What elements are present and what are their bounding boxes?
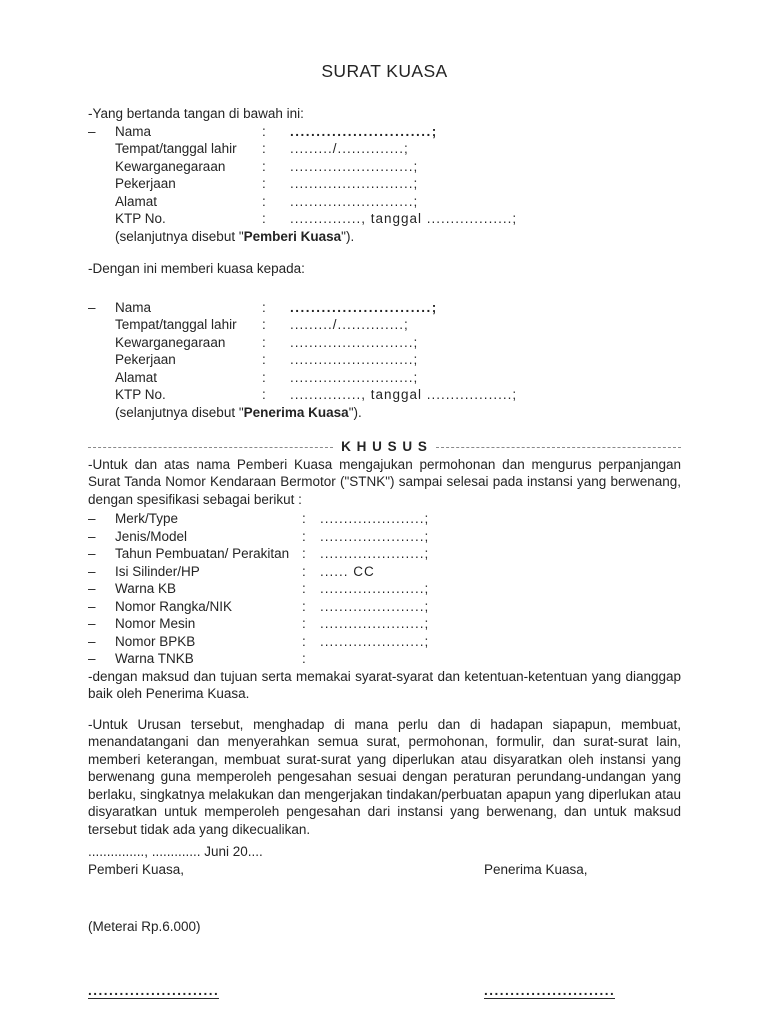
field-colon: : (302, 581, 306, 596)
penerima-kuasa-signature-title: Penerima Kuasa, (484, 861, 588, 877)
field-row-alamat (88, 193, 681, 211)
field-label: KTP No. (115, 387, 166, 402)
row-bullet (88, 193, 115, 211)
field-label: Jenis/Model (115, 528, 188, 544)
field-label: Tempat/tanggal lahir (115, 317, 237, 332)
closing-suffix: "). (341, 228, 355, 244)
signature-titles-row (88, 861, 681, 879)
row-bullet (88, 175, 115, 193)
row-bullet: – (88, 528, 96, 544)
divider-dashed-line-right (436, 447, 681, 448)
field-colon: : (302, 616, 306, 631)
field-colon: : (262, 317, 266, 332)
field-row-warna-tnkb (88, 650, 681, 668)
field-row-tempat-tanggal-lahir (88, 316, 681, 334)
field-label: Pekerjaan (115, 176, 176, 191)
field-value: ........./..............; (290, 317, 409, 332)
field-row-jenis-model (88, 528, 681, 546)
field-label: Nama (115, 299, 152, 315)
field-label: Nomor BPKB (115, 633, 196, 649)
field-value: ...........................; (290, 123, 438, 139)
field-colon: : (302, 598, 306, 614)
field-colon: : (302, 528, 306, 544)
field-value: ..............., tanggal ..................; (290, 211, 518, 226)
penerima-kuasa-signature-line: ......................... (484, 982, 616, 998)
field-value: ..........................; (290, 334, 419, 350)
field-row-nomor-bpkb (88, 633, 681, 651)
field-row-tahun-pembuatan (88, 545, 681, 563)
field-row-alamat (88, 369, 681, 387)
field-label: Merk/Type (115, 511, 179, 526)
row-bullet: – (88, 616, 96, 631)
section1-closing (88, 228, 681, 246)
field-row-nama (88, 123, 681, 141)
field-colon: : (262, 176, 266, 191)
section1-field-list (88, 123, 681, 246)
field-label: Tempat/tanggal lahir (115, 141, 237, 156)
divider-dashed-line-left (88, 447, 333, 448)
pemberi-kuasa-signature-line: ......................... (88, 982, 220, 998)
field-row-nama (88, 299, 681, 317)
field-colon: : (262, 369, 266, 385)
khusus-divider (88, 438, 681, 456)
meterai-note: (Meterai Rp.6.000) (88, 919, 201, 934)
khusus-heading: K H U S U S (341, 439, 428, 454)
field-value: ..........................; (290, 158, 419, 174)
field-colon: : (302, 511, 306, 526)
field-label: Kewarganegaraan (115, 158, 226, 174)
field-row-nomor-mesin (88, 615, 681, 633)
field-colon: : (302, 546, 306, 561)
section2-closing (88, 404, 681, 422)
field-value: ..........................; (290, 176, 419, 191)
pemberi-kuasa-signature-title: Pemberi Kuasa, (88, 861, 185, 877)
closing-suffix: "). (348, 404, 362, 420)
field-value: ...........................; (290, 299, 438, 315)
field-value: ......................; (320, 633, 430, 649)
row-bullet (88, 316, 115, 334)
row-bullet: – (88, 563, 96, 579)
row-bullet: – (88, 299, 96, 315)
field-label: Kewarganegaraan (115, 334, 226, 350)
field-label: Warna TNKB (115, 651, 194, 666)
row-bullet: – (88, 581, 96, 596)
field-colon: : (262, 387, 266, 402)
field-row-warna-kb (88, 580, 681, 598)
field-value: ......................; (320, 581, 430, 596)
field-row-kewarganegaraan (88, 158, 681, 176)
field-label: Warna KB (115, 581, 177, 596)
khusus-intro-paragraph: -Untuk dan atas nama Pemberi Kuasa mengajukan permohonan dan mengurus perpanjangan Surat Tanda Nomor Kendaraan Bermotor ("STNK") sampai selesai pada instansi yang berwenang, dengan spesifikasi sebagai berikut : (88, 456, 681, 507)
field-label: Alamat (115, 193, 158, 209)
field-value: ......................; (320, 546, 430, 561)
field-label: Alamat (115, 369, 158, 385)
field-row-pekerjaan (88, 351, 681, 369)
field-row-pekerjaan (88, 175, 681, 193)
section2-field-list (88, 299, 681, 422)
khusus-note-paragraph: -dengan maksud dan tujuan serta memakai syarat-syarat dan ketentuan-ketentuan yang dianggap baik oleh Penerima Kuasa. (88, 668, 681, 701)
closing-prefix: (selanjutnya disebut " (115, 404, 244, 420)
field-value: ...... CC (320, 563, 375, 579)
field-label: Nomor Mesin (115, 616, 196, 631)
row-bullet (88, 210, 115, 228)
row-bullet: – (88, 546, 96, 561)
field-colon: : (262, 158, 266, 174)
field-colon: : (262, 141, 266, 156)
field-value: ..............., tanggal ..................; (290, 387, 518, 402)
penerima-kuasa-term: Penerima Kuasa (243, 404, 349, 420)
pemberi-kuasa-term: Pemberi Kuasa (243, 228, 342, 244)
field-label: Tahun Pembuatan/ Perakitan (115, 546, 290, 561)
field-value: ......................; (320, 616, 430, 631)
field-colon: : (302, 563, 306, 579)
section2-intro: -Dengan ini memberi kuasa kepada: (88, 261, 305, 276)
field-value: ......................; (320, 511, 430, 526)
field-colon: : (302, 633, 306, 649)
field-value: ........./..............; (290, 141, 409, 156)
field-colon: : (262, 193, 266, 209)
field-value: ..........................; (290, 369, 419, 385)
date-line: ..............., ............. Juni 20.... (88, 844, 263, 859)
field-label: Pekerjaan (115, 352, 176, 367)
field-colon: : (262, 211, 266, 226)
field-row-tempat-tanggal-lahir (88, 140, 681, 158)
field-colon: : (262, 352, 266, 367)
row-bullet (88, 334, 115, 352)
field-value: ......................; (320, 528, 430, 544)
closing-prefix: (selanjutnya disebut " (115, 228, 244, 244)
field-row-ktp-no (88, 210, 681, 228)
row-bullet: – (88, 651, 96, 666)
field-colon: : (262, 334, 266, 350)
field-row-kewarganegaraan (88, 334, 681, 352)
row-bullet (88, 140, 115, 158)
field-value: ..........................; (290, 352, 419, 367)
field-label: Nama (115, 123, 152, 139)
signature-lines-row (88, 982, 681, 1000)
field-colon: : (262, 299, 266, 315)
field-label: Nomor Rangka/NIK (115, 598, 233, 614)
signoff-block (88, 843, 681, 999)
document-title: SURAT KUASA (321, 61, 448, 81)
row-bullet (88, 386, 115, 404)
row-bullet: – (88, 123, 96, 139)
field-row-isi-silinder (88, 563, 681, 581)
row-bullet: – (88, 633, 96, 649)
row-bullet (88, 351, 115, 369)
field-value: ..........................; (290, 193, 419, 209)
field-row-ktp-no (88, 386, 681, 404)
row-bullet (88, 158, 115, 176)
general-authority-paragraph: -Untuk Urusan tersebut, menghadap di mana perlu dan di hadapan siapapun, membuat, menandatangani dan menyerahkan semua surat, permohonan, formulir, dan surat-surat lain, memberi keterangan, membuat surat-surat yang diperlukan atau disyaratkan oleh instansi yang berwenang guna memperoleh pengesahan sesuai dengan peraturan perundang-undangan yang berlaku, singkatnya melakukan dan mengerjakan tindakan/perbuatan apapun yang diperlukan atau disyaratkan untuk memperoleh pengesahan dari instansi yang berwenang, dan untuk maksud tersebut tidak ada yang dikecualikan. (88, 716, 681, 837)
field-value: ......................; (320, 598, 430, 614)
row-bullet: – (88, 598, 96, 614)
row-bullet (88, 369, 115, 387)
row-bullet: – (88, 511, 96, 526)
field-label: Isi Silinder/HP (115, 563, 200, 579)
section1-intro: -Yang bertanda tangan di bawah ini: (88, 106, 304, 121)
vehicle-spec-list (88, 510, 681, 668)
field-colon: : (302, 651, 306, 666)
field-label: KTP No. (115, 211, 166, 226)
field-row-nomor-rangka (88, 598, 681, 616)
field-colon: : (262, 123, 266, 139)
field-row-merk-type (88, 510, 681, 528)
